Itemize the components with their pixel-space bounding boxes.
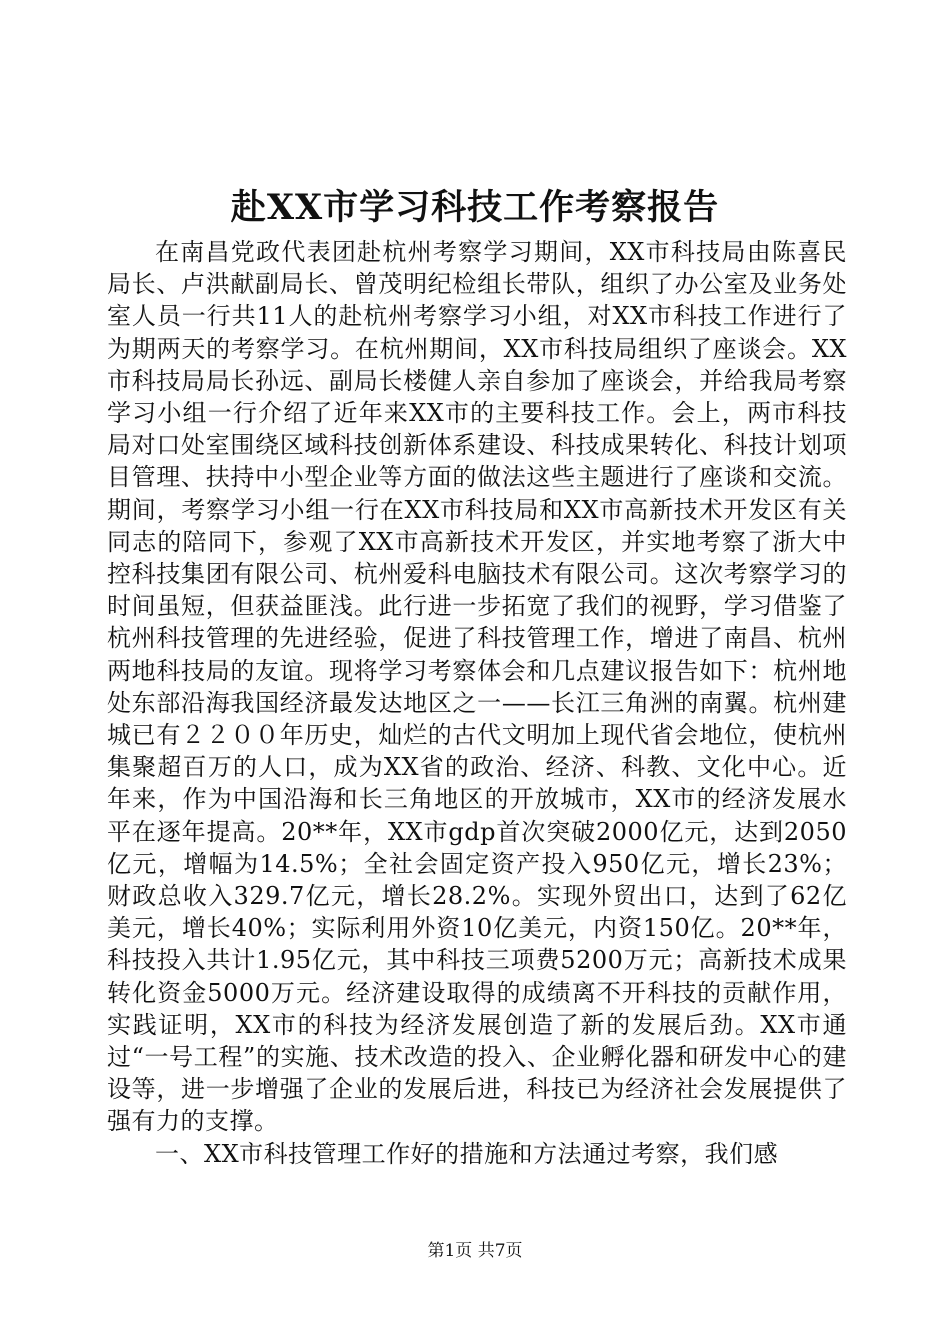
page-footer: 第1页 共7页 <box>427 1241 523 1261</box>
document-body <box>107 236 847 1170</box>
body-paragraph-1: 在南昌党政代表团赴杭州考察学习期间，XX市科技局由陈喜民局长、卢洪献副局长、曾茂明纪检组长带队，组织了办公室及业务处室人员一行共11人的赴杭州考察学习小组，对XX市科技工作进行了为期两天的考察学习。在杭州期间，XX市科技局组织了座谈会。XX市科技局局长孙远、副局长楼健人亲自参加了座谈会，并给我局考察学习小组一行介绍了近年来XX市的主要科技工作。会上，两市科技局对口处室围绕区域科技创新体系建设、科技成果转化、科技计划项目管理、扶持中小型企业等方面的做法这些主题进行了座谈和交流。期间，考察学习小组一行在XX市科技局和XX市高新技术开发区有关同志的陪同下，参观了XX市高新技术开发区，并实地考察了浙大中控科技集团有限公司、杭州爱科电脑技术有限公司。这次考察学习的时间虽短，但获益匪浅。此行进一步拓宽了我们的视野，学习借鉴了杭州科技管理的先进经验，促进了科技管理工作，增进了南昌、杭州两地科技局的友谊。现将学习考察体会和几点建议报告如下：杭州地处东部沿海我国经济最发达地区之一——长江三角洲的南翼。杭州建城已有２２００年历史，灿烂的古代文明加上现代省会地位，使杭州集聚超百万的人口，成为XX省的政治、经济、科教、文化中心。近年来，作为中国沿海和长三角地区的开放城市，XX市的经济发展水平在逐年提高。20**年，XX市gdp首次突破2000亿元，达到2050亿元，增幅为14.5%；全社会固定资产投入950亿元，增长23%；财政总收入329.7亿元，增长28.2%。实现外贸出口，达到了62亿美元，增长40%；实际利用外资10亿美元，内资150亿。20**年，科技投入共计1.95亿元，其中科技三项费5200万元；高新技术成果转化资金5000万元。经济建设取得的成绩离不开科技的贡献作用，实践证明，XX市的科技为经济发展创造了新的发展后劲。XX市通过“一号工程”的实施、技术改造的投入、企业孵化器和研发中心的建设等，进一步增强了企业的发展后进，科技已为经济社会发展提供了强有力的支撑。 <box>107 238 847 1136</box>
document-title: 赴XX市学习科技工作考察报告 <box>230 187 720 228</box>
body-paragraph-2: 一、XX市科技管理工作好的措施和方法通过考察，我们感 <box>155 1139 779 1168</box>
